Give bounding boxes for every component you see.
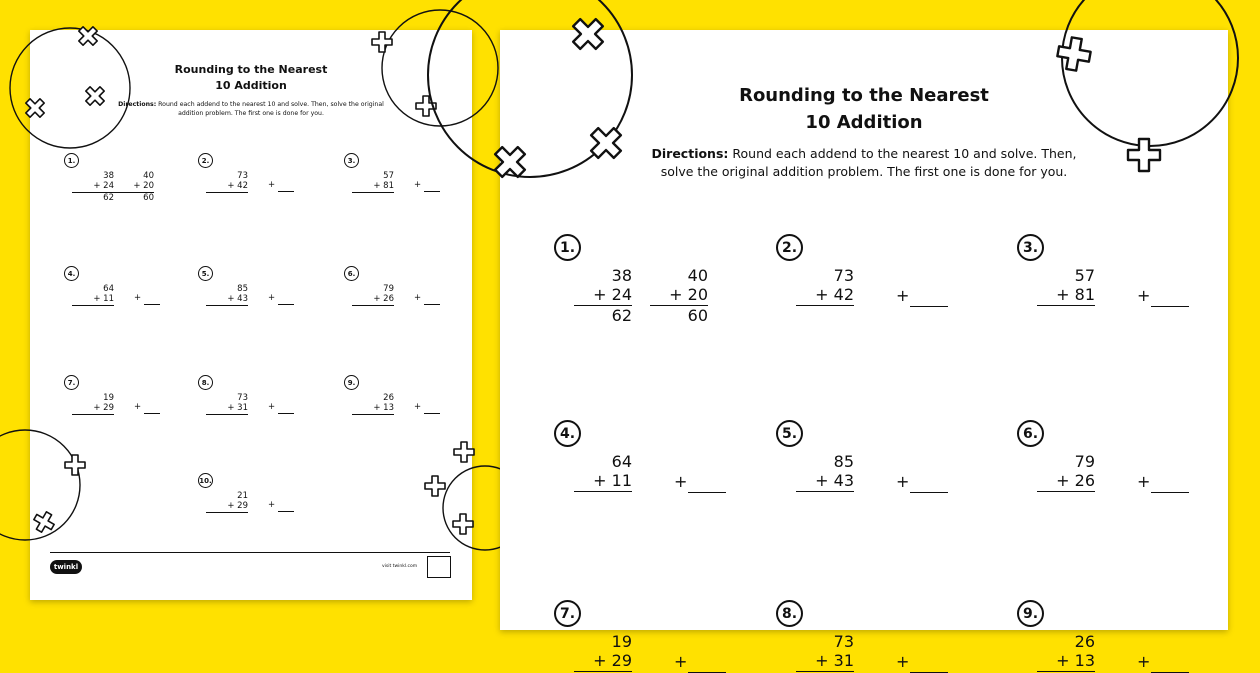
- original-bottom-addend: + 26: [352, 294, 394, 306]
- blank-line: [424, 413, 440, 414]
- quality-badge: [427, 556, 451, 578]
- original-addition-stack: [72, 284, 114, 306]
- zoomed-original-top-addend: 73: [833, 266, 854, 285]
- zoomed-original-bottom-addend: + 43: [796, 471, 854, 492]
- zoomed-rounded-answer-blank: [896, 472, 909, 491]
- original-bottom-addend: + 29: [72, 403, 114, 415]
- zoomed-title-line-2: 10 Addition: [805, 112, 923, 133]
- problem-number-badge: 9.: [344, 375, 359, 390]
- original-bottom-addend: + 24: [72, 181, 114, 193]
- zoomed-problem-number-badge: 1.: [554, 234, 581, 261]
- zoomed-plus-sign: +: [674, 472, 688, 491]
- original-bottom-addend: + 29: [206, 501, 248, 513]
- rounded-answer-blank: [134, 293, 141, 303]
- directions-text: Round each addend to the nearest 10 and solve. Then, solve the original addition problem. The first one is done for you.: [158, 101, 384, 117]
- zoomed-rounded-answer-blank: [1137, 652, 1150, 671]
- zoomed-original-top-addend: 19: [611, 632, 632, 651]
- original-sum: 62: [103, 193, 114, 204]
- zoomed-original-top-addend: 64: [611, 452, 632, 471]
- zoomed-original-addition-stack: [1037, 632, 1095, 672]
- original-addition-stack: [72, 393, 114, 415]
- worksheet-thumbnail: [30, 30, 472, 600]
- zoomed-rounded-bottom-addend: + 20: [650, 285, 708, 306]
- rounded-answer-blank: [268, 500, 275, 510]
- problem-number-badge: 6.: [344, 266, 359, 281]
- original-top-addend: 79: [383, 284, 394, 294]
- zoomed-original-sum: 62: [611, 306, 632, 325]
- original-addition-stack: [72, 171, 114, 204]
- original-top-addend: 73: [237, 171, 248, 181]
- plus-sign: +: [414, 402, 422, 412]
- zoomed-rounded-answer-blank: [896, 652, 909, 671]
- zoomed-rounded-addition-stack: [650, 266, 708, 325]
- original-addition-stack: [352, 171, 394, 193]
- rounded-bottom-addend: + 20: [112, 181, 154, 193]
- blank-line: [144, 304, 160, 305]
- zoomed-original-addition-stack: [1037, 452, 1095, 492]
- original-top-addend: 38: [103, 171, 114, 181]
- plus-sign: +: [268, 402, 276, 412]
- original-addition-stack: [206, 284, 248, 306]
- footer-divider: [50, 552, 450, 553]
- zoomed-original-bottom-addend: + 42: [796, 285, 854, 306]
- original-bottom-addend: + 81: [352, 181, 394, 193]
- zoomed-original-top-addend: 79: [1074, 452, 1095, 471]
- zoomed-plus-sign: +: [1137, 472, 1151, 491]
- zoomed-title-line-1: Rounding to the Nearest: [739, 85, 989, 106]
- zoomed-blank-line: [910, 306, 948, 307]
- plus-sign: +: [268, 500, 276, 510]
- zoomed-original-top-addend: 38: [611, 266, 632, 285]
- zoomed-worksheet-title: [500, 82, 1228, 136]
- problem-number-badge: 1.: [64, 153, 79, 168]
- zoomed-rounded-answer-blank: [1137, 286, 1150, 305]
- rounded-answer-blank: [268, 293, 275, 303]
- zoomed-original-bottom-addend: + 81: [1037, 285, 1095, 306]
- zoomed-original-addition-stack: [574, 266, 632, 325]
- zoomed-original-bottom-addend: + 24: [574, 285, 632, 306]
- original-top-addend: 85: [237, 284, 248, 294]
- directions-label: Directions:: [118, 101, 157, 108]
- zoomed-directions-label: Directions:: [651, 146, 729, 161]
- zoomed-blank-line: [910, 492, 948, 493]
- blank-line: [424, 191, 440, 192]
- blank-line: [424, 304, 440, 305]
- plus-sign: +: [414, 180, 422, 190]
- problem-number-badge: 7.: [64, 375, 79, 390]
- zoomed-problem-number-badge: 4.: [554, 420, 581, 447]
- blank-line: [278, 191, 294, 192]
- title-line-1: Rounding to the Nearest: [174, 63, 328, 76]
- original-bottom-addend: + 11: [72, 294, 114, 306]
- zoomed-original-bottom-addend: + 13: [1037, 651, 1095, 672]
- plus-sign: +: [134, 402, 142, 412]
- rounded-addition-stack: [112, 171, 154, 204]
- blank-line: [278, 304, 294, 305]
- problem-number-badge: 3.: [344, 153, 359, 168]
- original-top-addend: 21: [237, 491, 248, 501]
- zoomed-original-addition-stack: [574, 452, 632, 492]
- zoomed-plus-sign: +: [1137, 652, 1151, 671]
- zoomed-original-addition-stack: [1037, 266, 1095, 306]
- original-bottom-addend: + 13: [352, 403, 394, 415]
- zoomed-plus-sign: +: [1137, 286, 1151, 305]
- original-bottom-addend: + 31: [206, 403, 248, 415]
- zoomed-rounded-answer-blank: [1137, 472, 1150, 491]
- zoomed-blank-line: [688, 492, 726, 493]
- original-addition-stack: [206, 491, 248, 513]
- plus-sign: +: [268, 293, 276, 303]
- original-bottom-addend: + 42: [206, 181, 248, 193]
- worksheet-title: [30, 62, 472, 94]
- original-top-addend: 57: [383, 171, 394, 181]
- rounded-answer-blank: [268, 180, 275, 190]
- blank-line: [278, 413, 294, 414]
- problem-number-badge: 10.: [198, 473, 213, 488]
- zoomed-problem-number-badge: 5.: [776, 420, 803, 447]
- original-top-addend: 19: [103, 393, 114, 403]
- zoomed-rounded-sum: 60: [687, 306, 708, 325]
- zoomed-plus-sign: +: [896, 472, 910, 491]
- blank-line: [144, 413, 160, 414]
- zoomed-problem-number-badge: 6.: [1017, 420, 1044, 447]
- problem-number-badge: 8.: [198, 375, 213, 390]
- rounded-answer-blank: [134, 402, 141, 412]
- zoomed-original-bottom-addend: + 26: [1037, 471, 1095, 492]
- zoomed-directions-text: Round each addend to the nearest 10 and solve. Then, solve the original addition problem. The first one is done for you.: [660, 146, 1077, 179]
- zoomed-rounded-answer-blank: [674, 652, 687, 671]
- zoomed-blank-line: [1151, 492, 1189, 493]
- zoomed-original-top-addend: 73: [833, 632, 854, 651]
- original-top-addend: 26: [383, 393, 394, 403]
- zoomed-original-bottom-addend: + 31: [796, 651, 854, 672]
- zoomed-original-addition-stack: [796, 632, 854, 672]
- footer-url: visit twinkl.com: [382, 564, 418, 569]
- zoomed-plus-sign: +: [896, 286, 910, 305]
- rounded-answer-blank: [414, 402, 421, 412]
- rounded-answer-blank: [414, 180, 421, 190]
- zoomed-blank-line: [1151, 306, 1189, 307]
- zoomed-original-addition-stack: [574, 632, 632, 672]
- twinkl-logo: twinkl: [50, 560, 82, 574]
- zoomed-problem-number-badge: 2.: [776, 234, 803, 261]
- plus-sign: +: [414, 293, 422, 303]
- zoomed-problem-number-badge: 8.: [776, 600, 803, 627]
- zoomed-problem-number-badge: 3.: [1017, 234, 1044, 261]
- title-line-2: 10 Addition: [215, 79, 287, 92]
- zoomed-rounded-answer-blank: [896, 286, 909, 305]
- rounded-answer-blank: [268, 402, 275, 412]
- directions: [110, 100, 392, 118]
- plus-sign: +: [268, 180, 276, 190]
- blank-line: [278, 511, 294, 512]
- zoomed-original-addition-stack: [796, 266, 854, 306]
- plus-sign: +: [134, 293, 142, 303]
- zoomed-original-top-addend: 57: [1074, 266, 1095, 285]
- original-bottom-addend: + 43: [206, 294, 248, 306]
- problem-number-badge: 2.: [198, 153, 213, 168]
- problem-number-badge: 5.: [198, 266, 213, 281]
- zoomed-original-top-addend: 85: [833, 452, 854, 471]
- rounded-sum: 60: [143, 193, 154, 204]
- zoomed-original-top-addend: 26: [1074, 632, 1095, 651]
- zoomed-problem-number-badge: 7.: [554, 600, 581, 627]
- worksheet-zoomed: [500, 30, 1228, 671]
- zoomed-original-bottom-addend: + 29: [574, 651, 632, 672]
- original-addition-stack: [206, 171, 248, 193]
- zoomed-original-bottom-addend: + 11: [574, 471, 632, 492]
- zoomed-plus-sign: +: [896, 652, 910, 671]
- problem-number-badge: 4.: [64, 266, 79, 281]
- rounded-top-addend: 40: [143, 171, 154, 181]
- zoomed-rounded-top-addend: 40: [687, 266, 708, 285]
- original-addition-stack: [206, 393, 248, 415]
- original-addition-stack: [352, 284, 394, 306]
- original-addition-stack: [352, 393, 394, 415]
- rounded-answer-blank: [414, 293, 421, 303]
- zoomed-problem-number-badge: 9.: [1017, 600, 1044, 627]
- original-top-addend: 64: [103, 284, 114, 294]
- zoomed-original-addition-stack: [796, 452, 854, 492]
- original-top-addend: 73: [237, 393, 248, 403]
- zoomed-rounded-answer-blank: [674, 472, 687, 491]
- zoomed-plus-sign: +: [674, 652, 688, 671]
- zoomed-directions: [650, 145, 1078, 181]
